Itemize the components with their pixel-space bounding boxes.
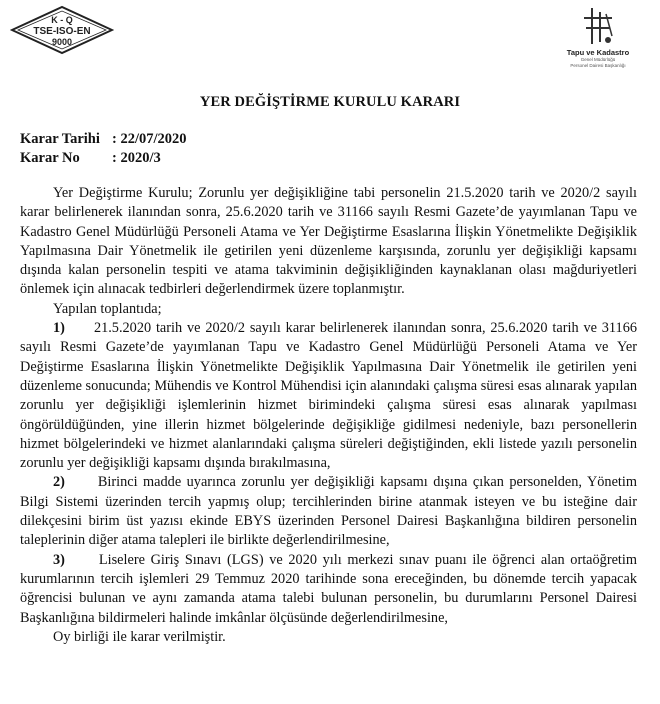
- iso-line-1: K - Q: [51, 15, 73, 25]
- decision-date-value: : 22/07/2020: [112, 131, 187, 147]
- item-text-3: Liselere Giriş Sınavı (LGS) ve 2020 yılı merkezi sınav puanı ile öğrenci alan ortaöğretim kurumlarının tercih işlemleri 29 Temmuz 2020 tarihinde sona ereceğinden, bu dönemde tercih yapacak öğrencisi bulunan ve aynı zamanda atama talebi bulunan personelin, bu durumlarını Personel Dairesi Başkanlığına bildirmeleri halinde imkânlar ölçüsünde değerlendirilmesine,: [20, 551, 637, 626]
- closing-line: Oy birliği ile karar verilmiştir.: [53, 628, 226, 645]
- decision-item-3: [20, 551, 637, 628]
- item-number-1: 1): [53, 320, 65, 337]
- logo-brand-text: Tapu ve Kadastro: [566, 48, 630, 57]
- meeting-line: Yapılan toplantıda;: [53, 300, 162, 317]
- iso-badge-icon: [10, 4, 114, 56]
- decision-item-2: [20, 473, 637, 550]
- logo-sub-text-1: Genel Müdürlüğü: [580, 57, 616, 62]
- decision-date-label: Karar Tarihi: [20, 131, 100, 147]
- iso-line-3: 9000: [51, 37, 73, 47]
- document-title: YER DEĞİŞTİRME KURULU KARARI: [199, 94, 461, 110]
- decision-number-value: : 2020/3: [112, 150, 161, 166]
- tapu-kadastro-logo-icon: [578, 4, 618, 48]
- decision-meta: [20, 130, 187, 168]
- item-number-3: 3): [53, 551, 65, 568]
- decision-number-row: [20, 149, 187, 168]
- item-text-2: Birinci madde uyarınca zorunlu yer değişikliği kapsamı dışına çıkan personelden, Yönetim Bilgi Sistemi üzerinden tercih yapmış olup; tercihlerinden birine atanmak isteyen ve bu isteğine dair dilekçesini birim üst yazısı ekinde EBYS üzerinden Personel Dairesi Başkanlığına bildiren personelin taleplerinin diğer atama talepleri ile birlikte değerlendirilmesine,: [20, 474, 637, 549]
- logo-sub-text-2: Personel Dairesi Başkanlığı: [570, 62, 626, 68]
- item-number-2: 2): [53, 474, 65, 491]
- institution-logo: [548, 4, 648, 74]
- document-body: [20, 184, 637, 647]
- iso-line-2: TSE-ISO-EN: [33, 26, 91, 37]
- decision-number-label: Karar No: [20, 150, 80, 166]
- decision-date-row: [20, 130, 187, 149]
- iso-certification-badge: [10, 4, 114, 56]
- item-text-1: 21.5.2020 tarih ve 2020/2 sayılı karar belirlenerek ilanından sonra, 25.6.2020 tarih ve 31166 sayılı Resmi Gazete’de yayımlanan Tapu ve Kadastro Genel Müdürlüğü Personeli Atama ve Yer Değiştirme Esaslarına İlişkin Yönetmelikte Değişiklik Yapılmasına Dair Yönetmelik ile getirilen yeni düzenleme sonucunda; Mühendis ve Kontrol Mühendisi için alanındaki çalışma süresi esas alınarak yapılan zorunlu yer değişikliği işlemlerinin hizmet birimindeki çalışma süresi esas alınarak yapılması öngörüldüğünden, yine illerin hizmet bölgelerinde değişikliğe gidilmesi nedeniyle, bazı personellerin hizmet bölgelerindeki ve hizmet alanlarındaki çalışma süreleri değiştiğinden, ekli listede yazılı personelin zorunlu yer değişikliği kapsamı dışında bırakılmasına,: [20, 320, 637, 472]
- decision-item-1: [20, 319, 637, 473]
- intro-paragraph: Yer Değiştirme Kurulu; Zorunlu yer değişikliğine tabi personelin 21.5.2020 tarih ve 2020/2 sayılı karar belirlenerek ilanından sonra, 25.6.2020 tarih ve 31166 sayılı Resmi Gazete’de yayımlanan Tapu ve Kadastro Genel Müdürlüğü Personeli Atama ve Yer Değiştirme Esaslarına İlişkin Yönetmelikte Değişiklik Yapılmasına Dair Yönetmelik ile getirilen yeni düzenleme karşısında, zorunlu yer değişikliği kapsamı dışında kalan personelin tespiti ve atama takviminin değişikliğinden kaynaklanan olası mağduriyetleri önlemek için alınacak tedbirleri değerlendirmek üzere toplanmıştır.: [20, 185, 637, 298]
